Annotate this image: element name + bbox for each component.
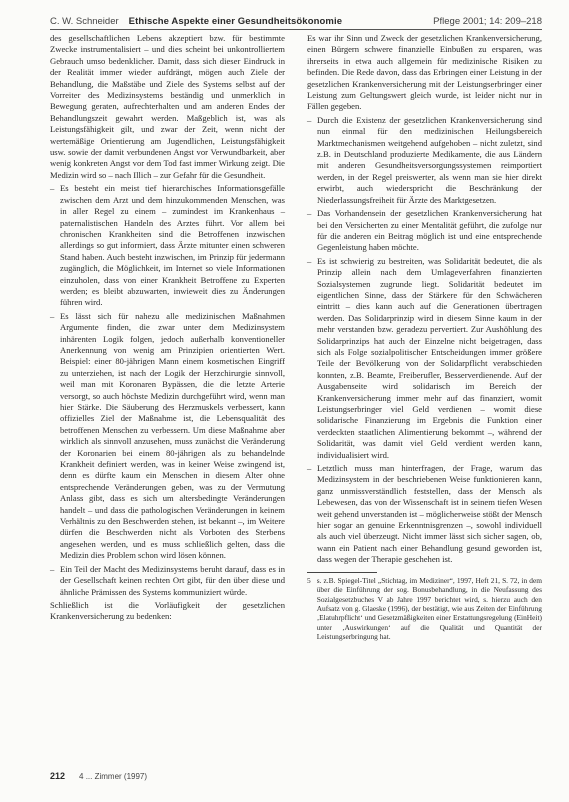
header-rule <box>50 29 542 30</box>
page-header <box>50 11 542 27</box>
left-intro-paragraph: des gesellschaftlichen Lebens akzeptiert bzw. für bestimmte Zwecke instrumentalisiert – und dies scheint bei unkontrolliertem Gebrauch umso bedenklicher. Damit, dass sich dieser Eindruck in der Realität immer wieder aufdrängt, mögen auch Ziele der Behandlung, die Maßstäbe und Ziele des Systems selbst auf der Vorreiter des Medizinsystems beständig und unmerklich in Bewegung geraten, aufrechterhalten und am anderen Endes der Behandlungszeit gewahrt werden. Maßgeblich ist, was als Leistungsfähigkeit gilt, und zwar der Zeit, wenn nicht der wertemäßige Orientierung am Jugendlichen, Leistungsfähigkeit usw. sowie der damit verbundenen Angst vor Verwundbarkeit, aber wenig konkreten Angst vor dem Tod fast immer Wirkung zeigt. Die Medizin wird so – nach Illich – zur Gefahr für die Gesundheit. <box>50 33 285 180</box>
page-number: 212 <box>50 771 66 781</box>
list-item: – Es besteht ein meist tief hierarchisches Informationsgefälle zwischen dem Arzt und dem hinzukommenden Menschen, was in aller Regel zu einem – zumindest im Krankenhaus – paternalistischen Handeln des Arztes führt. Vor allem bei chronischen Krankheiten sind die Betroffenen inzwischen allerdings so gut informiert, dass Ärzte mitunter einen schweren Stand haben. Auch besteht inzwischen, im Prinzip für jedermann zugänglich, die Möglichkeit, im Internet so viele Informationen einzuholen, dass von einer Krankheit Betroffene zu Experten werden; es bleibt abzuwarten, inwieweit dies zu Änderungen führen wird. <box>50 183 285 308</box>
left-column <box>50 33 285 753</box>
list-item: – Durch die Existenz der gesetzlichen Krankenversicherung sind nun einmal für den medizinischen Heilungsbereich Marktmechanismen weitgehend aufgehoben – nicht zuletzt, sind z.B. in Deutschland produzierte Medikamente, die aus Ländern mit anderen Gesundheitsversorgungssystemen reimportiert werden, in der Regel preiswerter, als wenn man sie hier direkt erwirbt, auch wiederspricht die Beschränkung der Niederlassungsfreiheit für Ärzte des Marktgesetzen. <box>307 115 542 206</box>
right-intro-paragraph: Es war ihr Sinn und Zweck der gesetzlichen Krankenversicherung, einen Bürgern schwere finanzielle Einbußen zu ersparen, was ihrerseits in etwa auch allgemein für medizinische Risiken zu befinden. Die Rede davon, dass das Erbringen einer Leistung in der gesetzlichen Krankenversicherung mit der Leistungserbringer einer Leistung zum Geltungswert gleich wurde, ist leider nicht nur in Fällen gegeben. <box>307 33 542 112</box>
left-closing-paragraph: Schließlich ist die Vorläufigkeit der gesetzlichen Krankenversicherung zu bedenken: <box>50 599 285 622</box>
left-bullet-list <box>50 183 285 598</box>
list-item: – Das Vorhandensein der gesetzlichen Krankenversicherung hat bei den Versicherten zu einer Mentalität geführt, die zufolge nur für die anderen ein Beitrag möglich ist und eine entsprechende Gegenleistung haben möchte. <box>307 208 542 254</box>
list-item: – Es ist schwierig zu bestreiten, was Solidarität bedeutet, die als Prinzip allein nach dem Umlageverfahren finanzierten Sozialsystemen zugrunde liegt. Solidarität bedeutet im eigentlichen Sinne, dass der Stärkere für den Schwächeren eintritt – dies kann auch auf die Generationen übertragen werden. Das Solidarprinzip wird in diesem Sinne kaum in der mehr verstanden bzw. geradezu pervertiert. Zur Aushöhlung des Solidarprinzips hat auch der Einzelne nicht beigetragen, dass sich als Folge sozialpolitischer Entscheidungen immer größere Teile der Bevölkerung von der Solidarpflicht verabschieden konnten, z.B. Beamte, Freiberufler, Besserverdienende. Auf der Ausgabenseite wird solidarisch im Bereich der Krankenversicherung immer mehr auf das finanziert, womit Leistungserbringer viel Geld verdienen – womit diese solidarische Finanzierung im Ergebnis die Funktion einer verdeckten staatlichen Alimentierung bekommt –, während der Solidarität, was damit viel Geld verdient werden kann, individualisiert wird. <box>307 256 542 461</box>
footnote-rule <box>307 572 377 573</box>
article-body <box>50 33 542 753</box>
page-footer <box>50 771 542 781</box>
list-item: – Es lässt sich für nahezu alle medizinischen Maßnahmen Argumente finden, die zwar unter dem Medizinsystem inhärenten Logik folgen, jedoch außerhalb konventioneller Anerkennung von wenig am Prinzipien orientierten Wert. Beispiel: einer 80-jährigen Mann einem kosmetischen Eingriff zu unterziehen, ist nach der Logik der Herzchirurgie sinnvoll, weil man mit Koronaren Bypässen, die die letzte Arterie versorgt, so auch höchste Medizin durchgeführt wird, wenn man hier Stärke. Die Säuberung des Herzmuskels verbessert, kann offizielles Ziel der Maßnahme ist, die Lebensqualität des betroffenen Menschen zu verbessern. Um diese Maßnahme aber wirklich als sinnvoll anzusehen, muss zunächst die Veränderung der Koronarien bei einem 80-jährigen als zu behandelnde Krankheit definiert werden, was in keiner Weise zwingend ist, denn es dürfte kaum ein Menschen in diesem Alter ohne entsprechende Veränderungen geben, was zu der Vermutung Anlass gibt, dass es sich um altersbedingte Veränderungen handelt – und dass die pathologischen Veränderungen in keinem Verhältnis zu den Beschwerden stehen, ist bekannt –, im Weitere dürfen die Beschwerden nicht als Vorboten des Sterbens angesehen werden, und es muss schließlich gelten, dass die Medizin dies Problem schon wird lösen können. <box>50 311 285 562</box>
footnote <box>307 576 542 642</box>
header-author: C. W. Schneider <box>50 16 119 27</box>
right-column <box>307 33 542 753</box>
header-title: Ethische Aspekte einer Gesundheitsökonomie <box>128 16 343 27</box>
right-bullet-list <box>307 115 542 566</box>
list-item: – Letztlich muss man hinterfragen, der Frage, warum das Medizinsystem in der beschriebenen Weise funktionieren kann, ganz unmissverständlich feststellen, dass der Mensch als Lebewesen, das von der Wissenschaft ist in seinem tiefen Wesen weit gehend unverstanden ist – möglicherweise stößt der Mensch hier sogar an genuine Erkenntnisgrenzen –, sowohl individuell als auch viel überzeugt. Nicht immer lässt sich sicher sagen, ob, wann ein Patient nach einer Behandlung gesund geworden ist, dass wegen der Therapie geschehen ist. <box>307 463 542 566</box>
footnote-number: 5 <box>307 575 311 585</box>
footnote-text: s. z.B. Spiegel-Titel „Stichtag, im Mediziner“, 1997, Heft 21, S. 72, in dem über die Einführung der sog. Bonusbehandlung, in die Neufassung des Sozialgesetzbuches V ab Jahre 1997 berichtet wird, s. hierzu auch den Aufsatz von g. Glaeske (1996), der bestätigt, wie aus Zeiten der Einführung ‚Elatuhrpflicht‘ und Gesetzmäßigkeiten einer Erstattungsregelung (EinHeit) unter ‚Auswirkungen‘ auf die Qualität und Quantität der Leistungserbringung hat. <box>316 575 542 642</box>
header-journal: Pflege 2001; 14: 209–218 <box>433 16 542 27</box>
list-item: – Ein Teil der Macht des Medizinsystems beruht darauf, dass es in der Gesellschaft keinen rechten Ort gibt, für den über diese und ähnliche Prämissen des Systems kommuniziert würde. <box>50 564 285 598</box>
footer-footnote-ref: 4 ... Zimmer (1997) <box>79 772 148 781</box>
